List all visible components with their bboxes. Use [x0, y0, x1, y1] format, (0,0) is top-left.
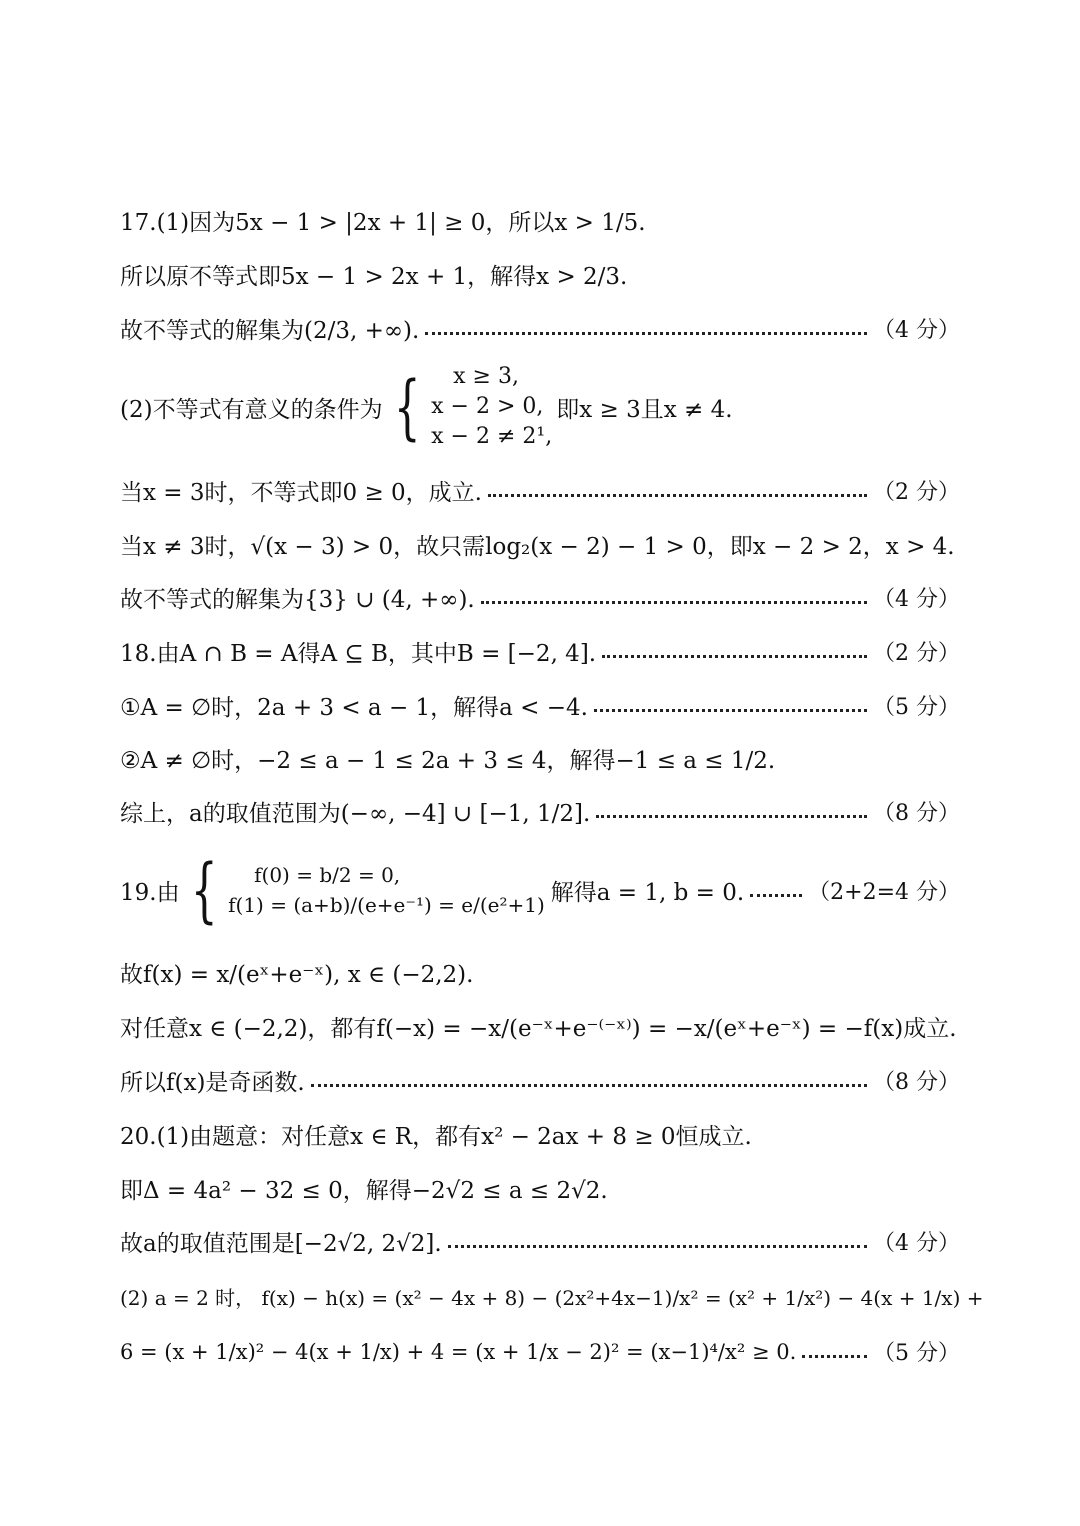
- condition-system: [431, 362, 552, 452]
- system-row: f(0) = b/2 = 0,: [254, 863, 401, 887]
- q19-line-3: [120, 1010, 960, 1043]
- q20-text-3: 故a的取值范围是[−2√2, 2√2].: [120, 1231, 442, 1257]
- q20-line-4: [120, 1282, 984, 1311]
- leader-dots: [602, 655, 867, 658]
- score-label: （2+2=4 分）: [808, 879, 960, 905]
- q17-text-3: 故不等式的解集为(2/3, +∞).: [120, 318, 420, 344]
- leader-dots: [488, 494, 867, 497]
- score-label: （8 分）: [873, 801, 960, 826]
- score-label: （4 分）: [873, 1231, 960, 1256]
- q19-text-1-pre: 19.由: [120, 879, 180, 906]
- q18-line-3: [120, 742, 960, 775]
- q20-line-2: [120, 1172, 960, 1205]
- q20-text-5: 6 = (x + 1/x)² − 4(x + 1/x) + 4 = (x + 1/x − 2)² = (x−1)⁴/x² ≥ 0.: [120, 1339, 797, 1364]
- q19-text-1-post: 解得a = 1, b = 0.: [550, 879, 745, 906]
- system-row: x − 2 > 0,: [431, 394, 544, 419]
- q17-text-5: 当x = 3时，不等式即0 ≥ 0，成立.: [120, 480, 482, 506]
- q18-line-4: [120, 795, 960, 828]
- leader-dots: [481, 601, 867, 604]
- score-label: （8 分）: [873, 1070, 960, 1095]
- leader-dots: [594, 709, 867, 712]
- leader-dots: [750, 894, 802, 897]
- leader-dots: [425, 332, 867, 335]
- leader-dots: [596, 815, 867, 818]
- score-label: （2 分）: [873, 641, 960, 666]
- q19-text-2: 故f(x) = x/(eˣ+e⁻ˣ), x ∈ (−2,2).: [120, 962, 474, 988]
- q20-line-3: [120, 1225, 960, 1258]
- left-brace: {: [393, 366, 421, 448]
- q17-line-3: [120, 312, 960, 345]
- q17-text-4-post: 即x ≥ 3且x ≠ 4.: [556, 396, 733, 423]
- q17-text-6: 当x ≠ 3时，√(x − 3) > 0，故只需log₂(x − 2) − 1 > 0，即x − 2 > 2，x > 4.: [120, 534, 955, 560]
- q17-text-1: 17.(1)因为5x − 1 > |2x + 1| ≥ 0，所以x > 1/5.: [120, 210, 646, 236]
- score-label: （4 分）: [873, 587, 960, 612]
- q20-line-1: [120, 1118, 960, 1151]
- leader-dots: [448, 1245, 867, 1248]
- system-row: x − 2 ≠ 2¹,: [431, 424, 553, 449]
- q19-text-4: 所以f(x)是奇函数.: [120, 1070, 305, 1096]
- q17-line-4: [120, 362, 960, 452]
- q18-text-4: 综上，a的取值范围为(−∞, −4] ∪ [−1, 1/2].: [120, 801, 591, 827]
- q17-line-6: [120, 528, 960, 561]
- q20-line-5: [120, 1336, 960, 1367]
- score-label: （5 分）: [873, 1341, 960, 1366]
- leader-dots: [802, 1355, 867, 1358]
- q20-text-4: (2) a = 2 时， f(x) − h(x) = (x² − 4x + 8) − (2x²+4x−1)/x² = (x² + 1/x²) − 4(x + 1/x) +: [120, 1286, 984, 1310]
- score-label: （4 分）: [873, 318, 960, 343]
- q18-line-1: [120, 635, 960, 668]
- q19-text-3: 对任意x ∈ (−2,2)，都有f(−x) = −x/(e⁻ˣ+e⁻⁽⁻ˣ⁾) = −x/(eˣ+e⁻ˣ) = −f(x)成立.: [120, 1016, 957, 1042]
- left-brace: {: [190, 849, 218, 931]
- score-label: （5 分）: [873, 695, 960, 720]
- q18-text-3: ②A ≠ ∅时，−2 ≤ a − 1 ≤ 2a + 3 ≤ 4，解得−1 ≤ a ≤ 1/2.: [120, 748, 776, 774]
- leader-dots: [311, 1084, 867, 1087]
- q19-line-2: [120, 956, 960, 989]
- q19-line-4: [120, 1064, 960, 1097]
- q18-line-2: [120, 689, 960, 722]
- equation-system: [228, 860, 545, 920]
- score-label: （2 分）: [873, 480, 960, 505]
- q17-text-2: 所以原不等式即5x − 1 > 2x + 1，解得x > 2/3.: [120, 264, 628, 290]
- q17-line-7: [120, 581, 960, 614]
- q17-line-5: [120, 474, 960, 507]
- system-row: x ≥ 3,: [453, 364, 519, 389]
- system-row: f(1) = (a+b)/(e+e⁻¹) = e/(e²+1): [228, 893, 545, 917]
- q18-text-1: 18.由A ∩ B = A得A ⊆ B，其中B = [−2, 4].: [120, 641, 597, 667]
- q18-text-2: ①A = ∅时，2a + 3 < a − 1，解得a < −4.: [120, 695, 588, 721]
- q20-text-2: 即Δ = 4a² − 32 ≤ 0，解得−2√2 ≤ a ≤ 2√2.: [120, 1178, 608, 1204]
- q17-text-4-pre: (2)不等式有意义的条件为: [120, 396, 383, 423]
- q17-line-1: [120, 204, 960, 237]
- q19-line-1: [120, 848, 960, 932]
- q17-text-7: 故不等式的解集为{3} ∪ (4, +∞).: [120, 587, 475, 613]
- q20-text-1: 20.(1)由题意：对任意x ∈ R，都有x² − 2ax + 8 ≥ 0恒成立.: [120, 1124, 752, 1150]
- q17-line-2: [120, 258, 960, 291]
